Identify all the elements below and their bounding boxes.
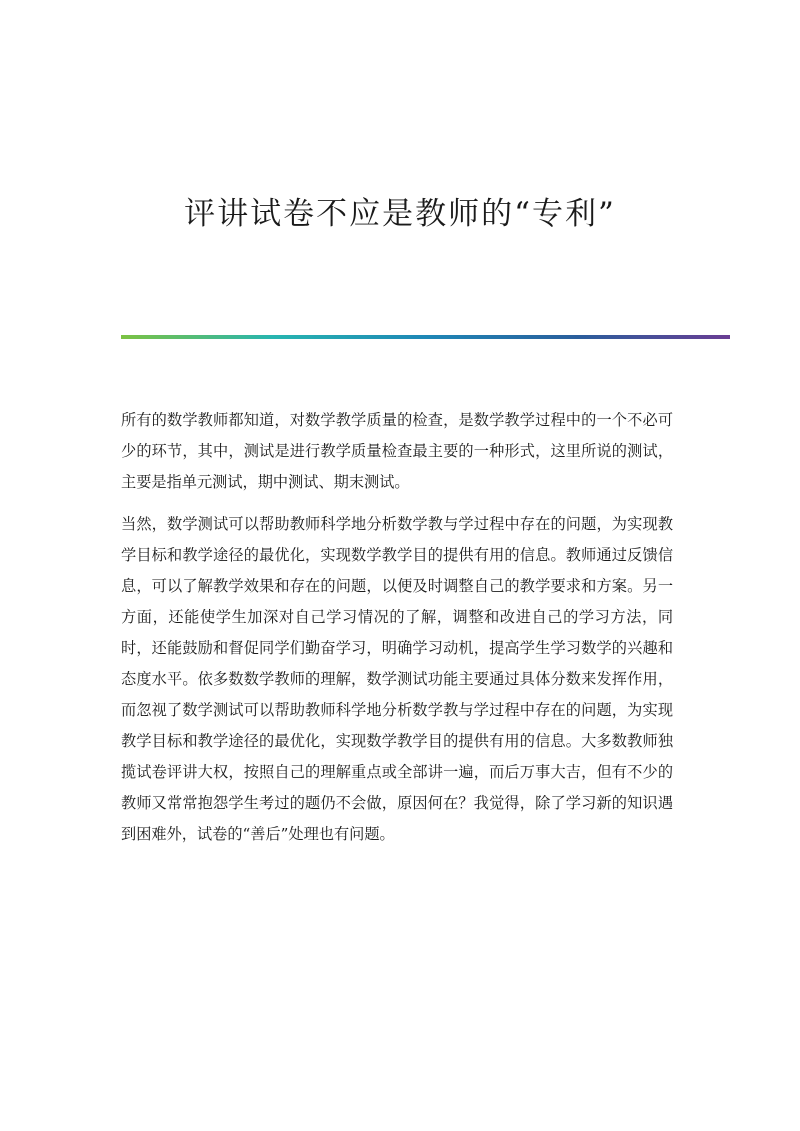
paragraph-2: 当然，数学测试可以帮助教师科学地分析数学教与学过程中存在的问题，为实现教学目标和教学途径的最优化，实现数学教学目的提供有用的信息。教师通过反馈信息，可以了解教学效果和存在的问题，以便及时调整自己的教学要求和方案。另一方面，还能使学生加深对自己学习情况的了解，调整和改进自己的学习方法，同时，还能鼓励和督促同学们勤奋学习，明确学习动机，提高学生学习数学的兴趣和态度水平。依多数数学教师的理解，数学测试功能主要通过具体分数来发挥作用，而忽视了数学测试可以帮助教师科学地分析数学教与学过程中存在的问题，为实现教学目标和教学途径的最优化，实现数学教学目的提供有用的信息。大多数教师独揽试卷评讲大权，按照自己的理解重点或全部讲一遍，而后万事大吉，但有不少的教师又常常抱怨学生考过的题仍不会做，原因何在？我觉得，除了学习新的知识遇到困难外，试卷的“善后”处理也有问题。 xyxy=(121,515,673,843)
paragraph-1: 所有的数学教师都知道，对数学教学质量的检查，是数学教学过程中的一个不必可少的环节，其中，测试是进行教学质量检查最主要的一种形式，这里所说的测试，主要是指单元测试，期中测试、期末测试。 xyxy=(121,411,673,491)
document-title: 评讲试卷不应是教师的“专利” xyxy=(184,196,616,232)
document-body xyxy=(121,405,673,861)
title-divider xyxy=(121,335,730,339)
